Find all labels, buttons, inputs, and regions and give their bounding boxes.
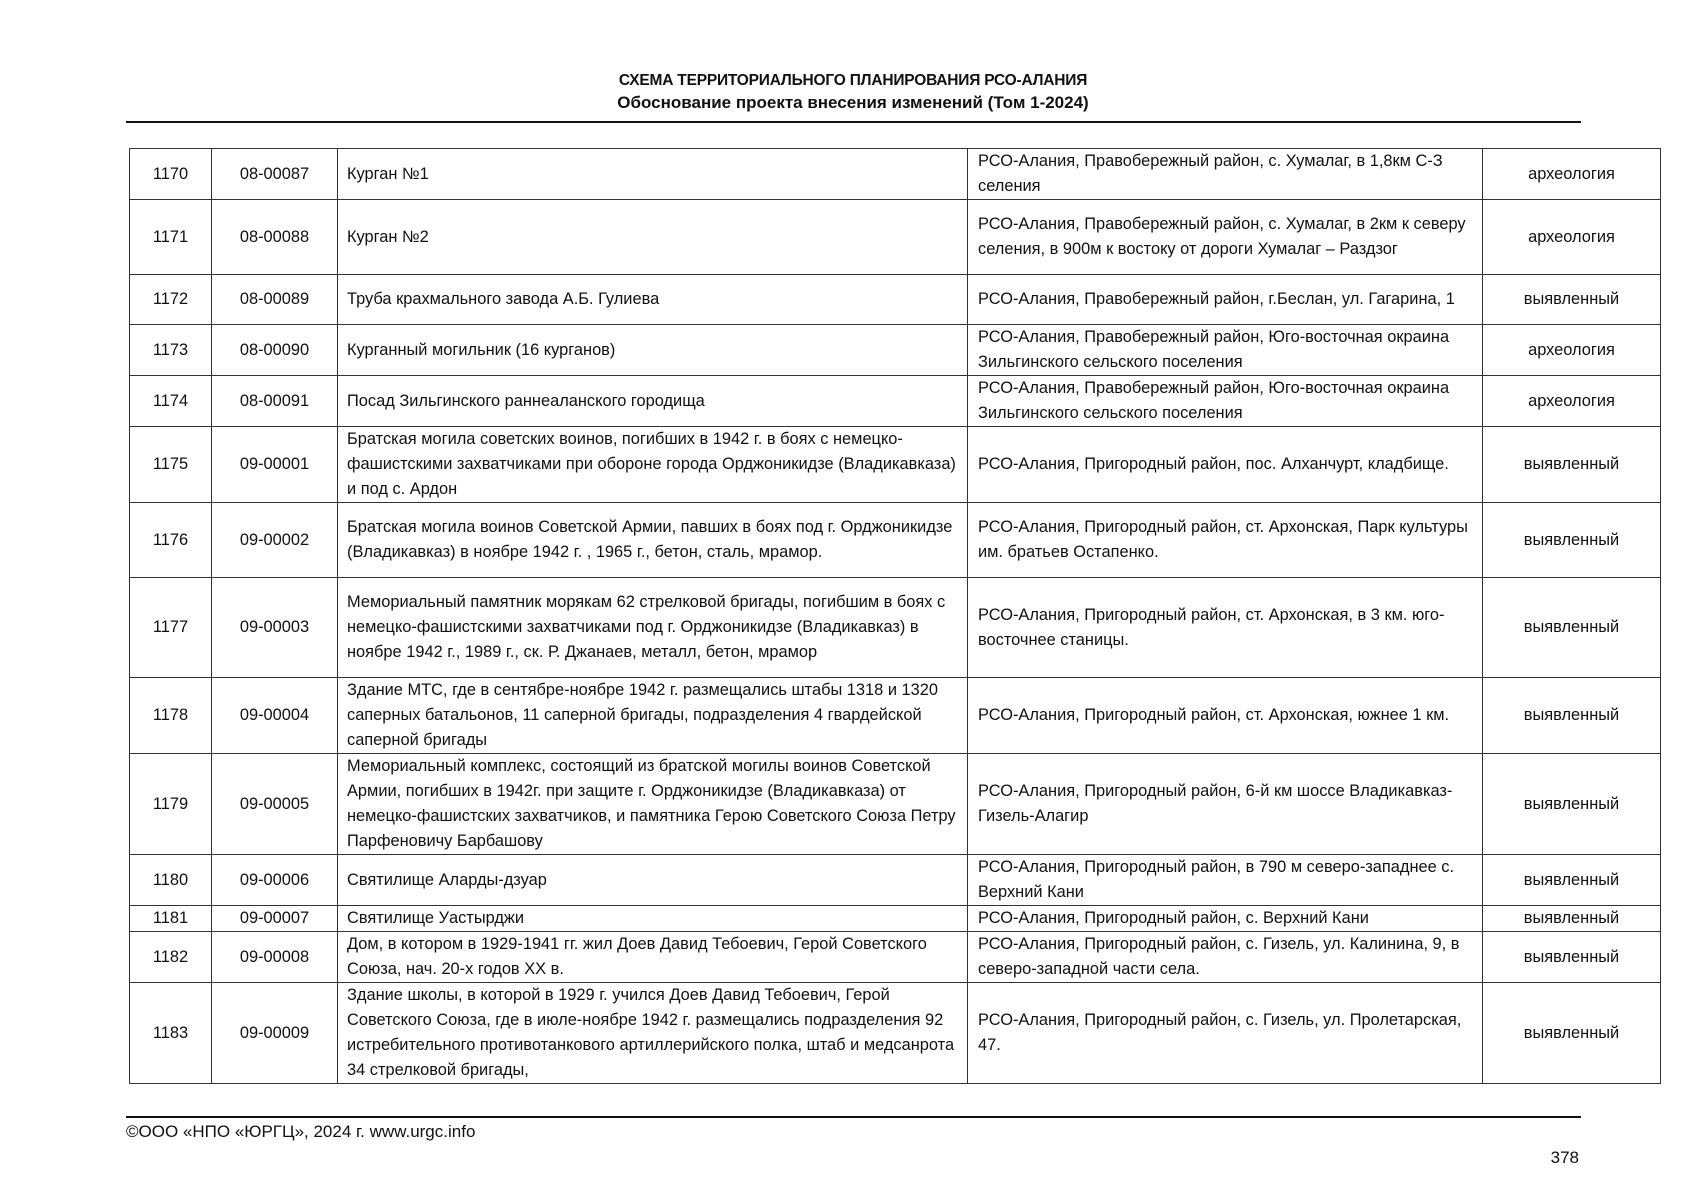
- registry-number: 09-00006: [212, 855, 338, 906]
- object-name: Дом, в котором в 1929-1941 гг. жил Доев Давид Тебоевич, Герой Советского Союза, нач. 20-х годов XX в.: [338, 932, 968, 983]
- object-address: РСО-Алания, Правобережный район, Юго-восточная окраина Зильгинского сельского поселения: [968, 376, 1483, 427]
- table-row: [130, 906, 1661, 932]
- registry-number: 09-00001: [212, 427, 338, 503]
- row-number: 1180: [130, 855, 212, 906]
- row-number: 1176: [130, 503, 212, 578]
- object-category: выявленный: [1483, 275, 1661, 325]
- object-address: РСО-Алания, Пригородный район, ст. Архонская, южнее 1 км.: [968, 678, 1483, 754]
- object-address: РСО-Алания, Пригородный район, 6-й км шоссе Владикавказ-Гизель-Алагир: [968, 754, 1483, 855]
- registry-number: 09-00007: [212, 906, 338, 932]
- object-category: археология: [1483, 200, 1661, 275]
- row-number: 1174: [130, 376, 212, 427]
- object-address: РСО-Алания, Пригородный район, в 790 м северо-западнее с. Верхний Кани: [968, 855, 1483, 906]
- table-row: [130, 983, 1661, 1084]
- row-number: 1179: [130, 754, 212, 855]
- registry-number: 08-00091: [212, 376, 338, 427]
- object-name: Здание школы, в которой в 1929 г. учился Доев Давид Тебоевич, Герой Советского Союза, где в июле-ноябре 1942 г. размещались подразделения 92 истребительного противотанкового артиллерийского полка, штаб и медсанрота 34 стрелковой бригады,: [338, 983, 968, 1084]
- object-name: Посад Зильгинского раннеаланского городища: [338, 376, 968, 427]
- registry-number: 09-00003: [212, 578, 338, 678]
- row-number: 1172: [130, 275, 212, 325]
- object-name: Братская могила советских воинов, погибших в 1942 г. в боях с немецко-фашистскими захватчиками при обороне города Орджоникидзе (Владикавказа) и под с. Ардон: [338, 427, 968, 503]
- registry-number: 09-00009: [212, 983, 338, 1084]
- row-number: 1175: [130, 427, 212, 503]
- table-row: [130, 503, 1661, 578]
- object-category: выявленный: [1483, 427, 1661, 503]
- object-address: РСО-Алания, Правобережный район, с. Хумалаг, в 2км к северу селения, в 900м к востоку от дороги Хумалаг – Раздзог: [968, 200, 1483, 275]
- object-address: РСО-Алания, Пригородный район, с. Верхний Кани: [968, 906, 1483, 932]
- footer-copyright: ©ООО «НПО «ЮРГЦ», 2024 г. www.urgc.info: [126, 1122, 476, 1141]
- object-name: Святилище Уастырджи: [338, 906, 968, 932]
- object-category: выявленный: [1483, 578, 1661, 678]
- object-category: выявленный: [1483, 983, 1661, 1084]
- table-row: [130, 754, 1661, 855]
- object-category: выявленный: [1483, 906, 1661, 932]
- document-subtitle: Обоснование проекта внесения изменений (Том 1-2024): [617, 93, 1089, 112]
- page-header: [126, 70, 1580, 114]
- row-number: 1181: [130, 906, 212, 932]
- row-number: 1170: [130, 149, 212, 200]
- registry-number: 08-00089: [212, 275, 338, 325]
- object-category: археология: [1483, 376, 1661, 427]
- table-row: [130, 325, 1661, 376]
- page-number: 378: [1550, 1148, 1579, 1167]
- table-row: [130, 200, 1661, 275]
- object-category: выявленный: [1483, 754, 1661, 855]
- registry-number: 08-00087: [212, 149, 338, 200]
- object-address: РСО-Алания, Правобережный район, Юго-восточная окраина Зильгинского сельского поселения: [968, 325, 1483, 376]
- table-row: [130, 678, 1661, 754]
- object-category: выявленный: [1483, 932, 1661, 983]
- object-name: Мемориальный комплекс, состоящий из братской могилы воинов Советской Армии, погибших в 1942г. при защите г. Орджоникидзе (Владикавказа) от немецко-фашистских захватчиков, и памятника Герою Советского Союза Петру Парфеновичу Барбашову: [338, 754, 968, 855]
- object-category: выявленный: [1483, 678, 1661, 754]
- object-address: РСО-Алания, Пригородный район, с. Гизель, ул. Калинина, 9, в северо-западной части села.: [968, 932, 1483, 983]
- table-row: [130, 427, 1661, 503]
- row-number: 1183: [130, 983, 212, 1084]
- table-row: [130, 149, 1661, 200]
- header-divider: [126, 121, 1581, 123]
- registry-number: 09-00008: [212, 932, 338, 983]
- object-address: РСО-Алания, Пригородный район, ст. Архонская, в 3 км. юго-восточнее станицы.: [968, 578, 1483, 678]
- table-row: [130, 932, 1661, 983]
- row-number: 1182: [130, 932, 212, 983]
- object-name: Мемориальный памятник морякам 62 стрелковой бригады, погибшим в боях с немецко-фашистскими захватчиками под г. Орджоникидзе (Владикавказ) в ноябре 1942 г., 1989 г., ск. Р. Джанаев, металл, бетон, мрамор: [338, 578, 968, 678]
- table-row: [130, 578, 1661, 678]
- row-number: 1171: [130, 200, 212, 275]
- object-category: археология: [1483, 325, 1661, 376]
- row-number: 1173: [130, 325, 212, 376]
- object-category: выявленный: [1483, 503, 1661, 578]
- registry-number: 08-00090: [212, 325, 338, 376]
- row-number: 1178: [130, 678, 212, 754]
- object-address: РСО-Алания, Пригородный район, ст. Архонская, Парк культуры им. братьев Остапенко.: [968, 503, 1483, 578]
- object-name: Курган №2: [338, 200, 968, 275]
- table-row: [130, 376, 1661, 427]
- registry-number: 09-00005: [212, 754, 338, 855]
- object-name: Здание МТС, где в сентябре-ноябре 1942 г. размещались штабы 1318 и 1320 саперных батальонов, 11 саперной бригады, подразделения 4 гвардейской саперной бригады: [338, 678, 968, 754]
- table-row: [130, 275, 1661, 325]
- object-name: Курганный могильник (16 курганов): [338, 325, 968, 376]
- object-name: Труба крахмального завода А.Б. Гулиева: [338, 275, 968, 325]
- object-category: археология: [1483, 149, 1661, 200]
- table-row: [130, 855, 1661, 906]
- heritage-objects-table: [129, 148, 1661, 1084]
- object-name: Святилище Аларды-дзуар: [338, 855, 968, 906]
- object-address: РСО-Алания, Пригородный район, пос. Алханчурт, кладбище.: [968, 427, 1483, 503]
- registry-number: 09-00002: [212, 503, 338, 578]
- registry-number: 08-00088: [212, 200, 338, 275]
- document-title: СХЕМА ТЕРРИТОРИАЛЬНОГО ПЛАНИРОВАНИЯ РСО-АЛАНИЯ: [618, 72, 1088, 89]
- registry-number: 09-00004: [212, 678, 338, 754]
- object-name: Курган №1: [338, 149, 968, 200]
- footer-divider: [126, 1116, 1581, 1118]
- object-category: выявленный: [1483, 855, 1661, 906]
- object-address: РСО-Алания, Пригородный район, с. Гизель, ул. Пролетарская, 47.: [968, 983, 1483, 1084]
- object-address: РСО-Алания, Правобережный район, г.Беслан, ул. Гагарина, 1: [968, 275, 1483, 325]
- object-name: Братская могила воинов Советской Армии, павших в боях под г. Орджоникидзе (Владикавказ) в ноябре 1942 г. , 1965 г., бетон, сталь, мрамор.: [338, 503, 968, 578]
- row-number: 1177: [130, 578, 212, 678]
- object-address: РСО-Алания, Правобережный район, с. Хумалаг, в 1,8км С-З селения: [968, 149, 1483, 200]
